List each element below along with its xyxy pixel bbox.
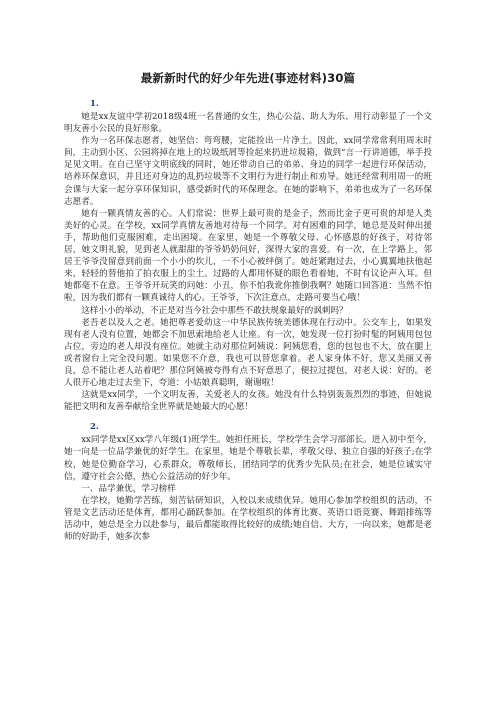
document-title: 最新新时代的好少年先进(事迹材料)30篇 bbox=[140, 71, 356, 85]
paragraph: 这样小小的举动，不正是对当今社会中那些不敢扶规象最好的讽刺吗？ bbox=[81, 305, 348, 316]
section-gap bbox=[64, 413, 432, 421]
paragraph: 她有一颗真情友善的心。人们常说：世界上最可贵的是金子，然而比金子更可贵的却是人类美好的心灵。在学校，xx同学真情友善地对待每一个同学。对有困难的同学，她总是及时伸出援手，帮助他们克服困难，走出困境。在家里，她是一个尊敬父母、心怀感恩的好孩子，对待邻居，她文明礼貌，见到老人就甜甜的爷爷奶奶问好，深得大家的喜爱。有一次，在上学路上，邻居王爷爷没留意到前面一个小小的坎儿，一不小心被绊倒了。她赶紧跑过去，小心翼翼地扶他起来，轻轻的替他拍了拍衣服上的尘土。过路的人都用怀疑的眼色看着她，不时有议论声入耳。但她都毫不在意。王爷爷开玩笑的问她：小丑，你不怕我讹你推倒我啊？她随口回答道：当然不怕啦，因为我们都有一颗真诚待人的心。王爷爷，下次注意点，走路可要当心哦！ bbox=[64, 208, 432, 304]
paragraph: 作为一名环保志愿者，她坚信：弯弯腰，定能捡出一片净土。因此，xx同学常常利用周末时间，主动到小区、公园将掉在地上的垃圾纸屑等捡起来扔进垃圾箱，做到“言一行讲道德，举手投足见文明。在自己坚守文明底线的同时，她还带动自己的弟弟、身边的同学一起进行环保活动，培养环保意识，并且还对身边的乱扔垃圾等不文明行为进行制止和劝导。她还经常利用周一的班会课与大家一起分享环保知识，感受新时代的环保理念。在她的影响下，弟弟也成为了一名环保志愿者。 bbox=[64, 136, 432, 207]
section-number: 1. bbox=[90, 99, 99, 109]
paragraph: 在学校，她勤学苦练，刻苦钻研知识，入校以来成绩优异。她用心参加学校组织的活动，不管是文艺活动还是体育，都用心踊跃参加。在学校组织的体育比赛、英语口语竞赛、舞蹈排练等活动中，她总是全力以赴参与，最后都能取得比较好的成绩;她自信、大方，一向以来，她都是老师的好助手，她多次参 bbox=[64, 495, 432, 543]
paragraph: 老吾老以及人之老。她把尊老爱幼这一中华民族传统美德体现在行动中。公交车上，如果发现有老人没有位置，她都会不加思索地给老人让座。有一次，她发现一位打扮时髦的阿姨用包包占位，旁边的老人却没有座位。她就主动对那位阿姨说：阿姨您看，您的包包也不大，放在腿上或者窗台上完全没问题。如果您不介意，我也可以替您拿着。老人家身体不好，您又美丽又善良，总不能让老人站着吧？那位阿姨被夸得有点不好意思了，便拉过提包，对老人说：好的。老人很开心地走过去坐下，夸道：小姑娘真聪明，谢谢啦！ bbox=[64, 317, 432, 389]
section-number: 2. bbox=[90, 422, 99, 433]
section-2 bbox=[64, 421, 432, 543]
paragraph: 她是xx友谊中学初2018级4班一名普通的女生，热心公益、助人为乐、用行动彰显了一个文明友善小公民的良好形象。 bbox=[64, 112, 432, 135]
section-1 bbox=[64, 98, 432, 413]
paragraph: xx同学是xx区xx学八年级(1)班学生。她担任班长，学校学生会学习部部长。进入初中至今，她一向是一位品学兼优的好学生。在家里，她是个尊敬长辈，孝敬父母、独立自强的好孩子;在学校，她是位勤奋学习，心系群众，尊敬师长，团结同学的优秀少先队员;在社会，她是位诚实守信，遵守社会公德，热心公益活动的好少年。 bbox=[64, 435, 432, 482]
paragraph: 这就是xx同学，一个文明友善，关爱老人的女孩。她没有什么特别轰轰烈烈的事迹，但她说能把文明和友善奉献给全世界就是她最大的心愿！ bbox=[64, 390, 432, 413]
subheading: 一、品学兼优，学习榜样 bbox=[81, 483, 176, 494]
